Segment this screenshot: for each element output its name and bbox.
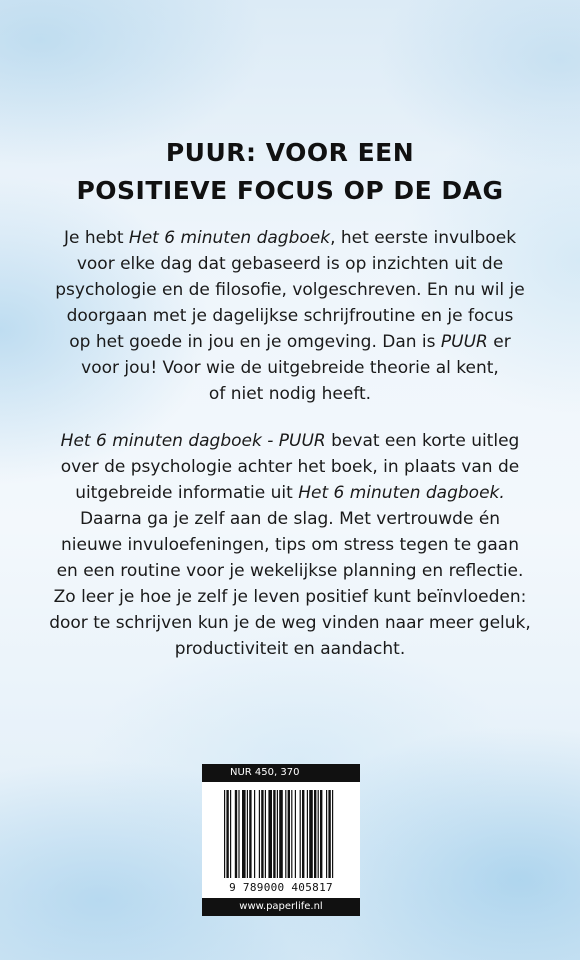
barcode-bar xyxy=(226,790,228,878)
barcode-bar xyxy=(259,790,260,878)
text-line: productiviteit en aandacht. xyxy=(174,639,406,659)
barcode-bar xyxy=(326,790,327,878)
text-span: op het goede in jou en je omgeving. Dan is xyxy=(69,332,441,352)
text-span: Je hebt xyxy=(63,228,129,248)
text-line: psychologie en de filosofie, volgeschreven. En nu wil je xyxy=(55,280,525,300)
barcode-bar xyxy=(328,790,330,878)
barcode-bar xyxy=(224,790,225,878)
barcode-bar xyxy=(242,790,246,878)
intro-paragraph xyxy=(0,225,580,407)
heading-line-1: PUUR: VOOR EEN xyxy=(165,138,415,167)
text-line: over de psychologie achter het boek, in plaats van de xyxy=(60,457,520,477)
barcode-bar xyxy=(230,790,231,878)
barcode-bar xyxy=(307,790,308,878)
barcode-bar xyxy=(261,790,263,878)
barcode-bar xyxy=(285,790,286,878)
barcode-bar xyxy=(238,790,239,878)
text-line xyxy=(0,225,580,251)
barcode-block xyxy=(202,764,360,916)
barcode-bar xyxy=(291,790,292,878)
barcode-bar xyxy=(249,790,251,878)
text-line xyxy=(0,480,580,506)
publisher-url: www.paperlife.nl xyxy=(202,898,360,916)
book-title-italic: Het 6 minuten dagboek xyxy=(128,228,331,248)
text-line: voor elke dag dat gebaseerd is op inzichten uit de xyxy=(76,254,504,274)
puur-italic: PUUR xyxy=(440,332,488,352)
barcode-bar xyxy=(288,790,290,878)
isbn-number: 9 789000 405817 xyxy=(229,881,333,894)
barcode-bars xyxy=(202,782,360,880)
barcode-bar xyxy=(235,790,237,878)
heading-line-2: POSITIEVE FOCUS OP DE DAG xyxy=(76,176,504,205)
barcode-bar xyxy=(277,790,278,878)
barcode-bar xyxy=(254,790,255,878)
text-line: Daarna ga je zelf aan de slag. Met vertrouwde én xyxy=(79,509,501,529)
text-span: bevat een korte uitleg xyxy=(325,431,520,451)
barcode-bar xyxy=(279,790,283,878)
text-span: uitgebreide informatie uit xyxy=(75,483,299,503)
text-line: Zo leer je hoe je zelf je leven positief kunt beïnvloeden: xyxy=(53,587,527,607)
description-paragraph xyxy=(0,428,580,662)
barcode-bar xyxy=(300,790,301,878)
text-line: en een routine voor je wekelijkse planning en reflectie. xyxy=(56,561,524,581)
barcode-bar xyxy=(265,790,266,878)
nur-code: NUR 450, 370 xyxy=(202,764,360,782)
barcode-bar xyxy=(320,790,322,878)
text-line: door te schrijven kun je de weg vinden naar meer geluk, xyxy=(49,613,531,633)
text-span: er xyxy=(487,332,511,352)
book-title-italic: Het 6 minuten dagboek. xyxy=(298,483,505,503)
text-line: of niet nodig heeft. xyxy=(208,384,372,404)
barcode-bar xyxy=(268,790,272,878)
text-line xyxy=(0,329,580,355)
barcode-bar xyxy=(247,790,248,878)
barcode-bar xyxy=(302,790,304,878)
text-line: voor jou! Voor wie de uitgebreide theorie al kent, xyxy=(81,358,499,378)
text-line: doorgaan met je dagelijkse schrijfroutine en je focus xyxy=(66,306,514,326)
text-line: nieuwe invuloefeningen, tips om stress tegen te gaan xyxy=(61,535,519,555)
barcode-bar xyxy=(314,790,316,878)
barcode-bar xyxy=(332,790,333,878)
back-cover-heading xyxy=(0,134,580,210)
barcode-bar xyxy=(273,790,275,878)
barcode-bar xyxy=(309,790,313,878)
barcode-bar xyxy=(295,790,296,878)
book-title-italic: Het 6 minuten dagboek - PUUR xyxy=(60,431,326,451)
barcode-bar xyxy=(318,790,319,878)
text-span: , het eerste invulboek xyxy=(330,228,517,248)
text-line xyxy=(0,428,580,454)
